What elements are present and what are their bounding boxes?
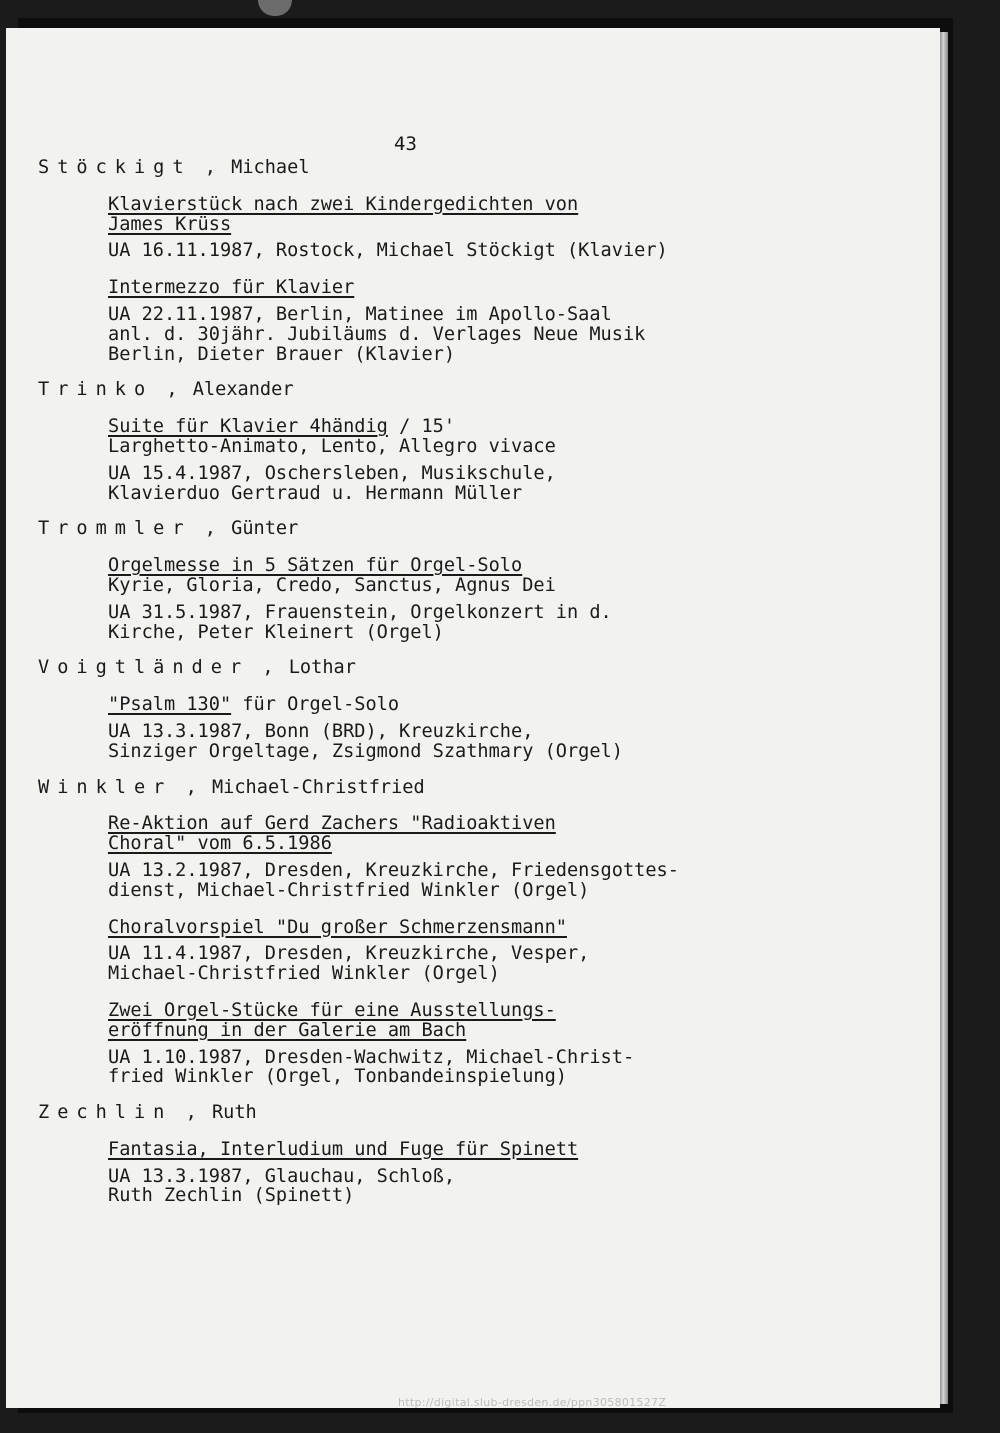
work-title-line <box>108 417 738 437</box>
composer-entry <box>38 519 738 642</box>
work-entry <box>108 695 738 761</box>
work-title-text: Fantasia, Interludium und Fuge für Spinett <box>108 1138 579 1160</box>
premiere-line: UA 15.4.1987, Oschersleben, Musikschule, <box>108 462 556 484</box>
work-title-line <box>108 1021 738 1041</box>
work-title-line <box>108 278 738 298</box>
premiere-line: Michael-Christfried Winkler (Orgel) <box>108 963 500 985</box>
work-title <box>108 814 738 854</box>
premiere-line: fried Winkler (Orgel, Tonbandeinspielung) <box>108 1066 567 1088</box>
work-title-text: Choral" vom 6.5.1986 <box>108 833 332 855</box>
premiere-info <box>108 944 738 984</box>
work-entry <box>108 918 738 984</box>
work-title-text: Orgelmesse in 5 Sätzen für Orgel-Solo <box>108 555 523 577</box>
name-separator: , <box>191 518 232 540</box>
premiere-line: UA 16.11.1987, Rostock, Michael Stöckigt (Klavier) <box>108 240 668 262</box>
premiere-line: UA 13.3.1987, Bonn (BRD), Kreuzkirche, <box>108 720 534 742</box>
work-movements: Larghetto-Animato, Lento, Allegro vivace <box>108 435 556 457</box>
composer-heading <box>38 380 738 400</box>
premiere-line: Kirche, Peter Kleinert (Orgel) <box>108 621 444 643</box>
work-title-text: James Krüss <box>108 213 232 235</box>
page-number: 43 <box>394 133 417 155</box>
premiere-line: Klavierduo Gertraud u. Hermann Müller <box>108 482 523 504</box>
work-entry <box>108 417 738 503</box>
premiere-info <box>108 861 738 901</box>
work-title <box>108 918 738 938</box>
work-title <box>108 1140 738 1160</box>
premiere-info <box>108 1167 738 1207</box>
source-watermark: http://digital.slub-dresden.de/ppn305801527Z <box>398 1396 667 1409</box>
work-title-text: Intermezzo für Klavier <box>108 277 355 299</box>
work-title-line <box>108 556 738 576</box>
work-entry <box>108 814 738 900</box>
work-title <box>108 417 738 437</box>
composer-surname: Trinko <box>38 379 154 401</box>
work-title-line <box>108 1001 738 1021</box>
premiere-info <box>108 603 738 643</box>
composer-first-name: Michael <box>231 157 310 178</box>
premiere-line: UA 13.3.1987, Glauchau, Schloß, <box>108 1165 456 1187</box>
work-entry <box>108 556 738 642</box>
composer-first-name: Ruth <box>211 1102 257 1124</box>
composer-entry <box>38 380 738 503</box>
work-title-line <box>108 1140 738 1160</box>
premiere-info <box>108 1048 738 1088</box>
premiere-info <box>108 241 738 261</box>
work-title <box>108 695 738 715</box>
premiere-line: UA 11.4.1987, Dresden, Kreuzkirche, Vesper, <box>108 943 590 965</box>
work-title-text: Suite für Klavier 4händig <box>108 416 388 438</box>
composer-list <box>38 158 738 1222</box>
composer-surname: Zechlin <box>38 1102 173 1124</box>
composer-first-name: Lothar <box>288 657 356 679</box>
composer-heading <box>38 778 738 798</box>
work-title-line <box>108 195 738 215</box>
work-title-line <box>108 814 738 834</box>
composer-surname: Trommler <box>38 518 192 540</box>
name-separator: , <box>191 157 232 178</box>
work-entry <box>108 1001 738 1087</box>
work-title <box>108 195 738 235</box>
premiere-line: Ruth Zechlin (Spinett) <box>108 1185 355 1207</box>
premiere-line: UA 13.2.1987, Dresden, Kreuzkirche, Friedensgottes- <box>108 859 679 881</box>
composer-heading <box>38 658 738 678</box>
work-title <box>108 1001 738 1041</box>
work-title-text: eröffnung in der Galerie am Bach <box>108 1019 467 1041</box>
composer-surname: Stöckigt <box>38 157 192 178</box>
work-title-line <box>108 695 738 715</box>
binder-clip <box>258 0 292 16</box>
composer-heading <box>38 1103 738 1123</box>
premiere-info <box>108 305 738 364</box>
composer-entry <box>38 158 738 364</box>
composer-surname: Winkler <box>38 776 173 798</box>
work-title-text: Klavierstück nach zwei Kindergedichten von <box>108 193 579 215</box>
composer-entry <box>38 778 738 1088</box>
work-movements: Kyrie, Gloria, Credo, Sanctus, Agnus Dei <box>108 574 556 596</box>
name-separator: , <box>153 379 193 401</box>
work-entry <box>108 278 738 364</box>
work-title <box>108 556 738 576</box>
composer-entry <box>38 658 738 761</box>
work-title <box>108 278 738 298</box>
premiere-line: UA 22.11.1987, Berlin, Matinee im Apollo-Saal <box>108 303 612 325</box>
work-title-text: "Psalm 130" <box>108 694 232 716</box>
premiere-line: anl. d. 30jähr. Jubiläums d. Verlages Neue Musik <box>108 323 646 345</box>
work-title-text: Re-Aktion auf Gerd Zachers "Radioaktiven <box>108 813 556 835</box>
composer-first-name: Alexander <box>192 379 294 401</box>
composer-first-name: Günter <box>231 518 299 540</box>
premiere-info <box>108 722 738 762</box>
work-title-suffix: für Orgel-Solo <box>231 694 400 716</box>
work-entry <box>108 195 738 261</box>
work-title-text: Choralvorspiel "Du großer Schmerzensmann" <box>108 916 567 938</box>
composer-first-name: Michael-Christfried <box>211 776 425 798</box>
premiere-line: dienst, Michael-Christfried Winkler (Orgel) <box>108 879 590 901</box>
work-title-line <box>108 834 738 854</box>
premiere-line: UA 31.5.1987, Frauenstein, Orgelkonzert in d. <box>108 601 612 623</box>
work-entry <box>108 1140 738 1206</box>
composer-surname: Voigtländer <box>38 657 250 679</box>
work-title-text: Zwei Orgel-Stücke für eine Ausstellungs- <box>108 999 556 1021</box>
premiere-line: UA 1.10.1987, Dresden-Wachwitz, Michael-Christ- <box>108 1046 635 1068</box>
name-separator: , <box>249 657 289 679</box>
premiere-line: Sinziger Orgeltage, Zsigmond Szathmary (Orgel) <box>108 740 623 762</box>
composer-entry <box>38 1103 738 1206</box>
name-separator: , <box>172 1102 212 1124</box>
premiere-line: Berlin, Dieter Brauer (Klavier) <box>108 343 456 365</box>
premiere-info <box>108 464 738 504</box>
work-title-line <box>108 215 738 235</box>
composer-heading <box>38 519 738 539</box>
work-title-line <box>108 918 738 938</box>
composer-heading <box>38 158 738 178</box>
name-separator: , <box>172 776 212 798</box>
work-title-suffix: / 15' <box>387 416 456 438</box>
